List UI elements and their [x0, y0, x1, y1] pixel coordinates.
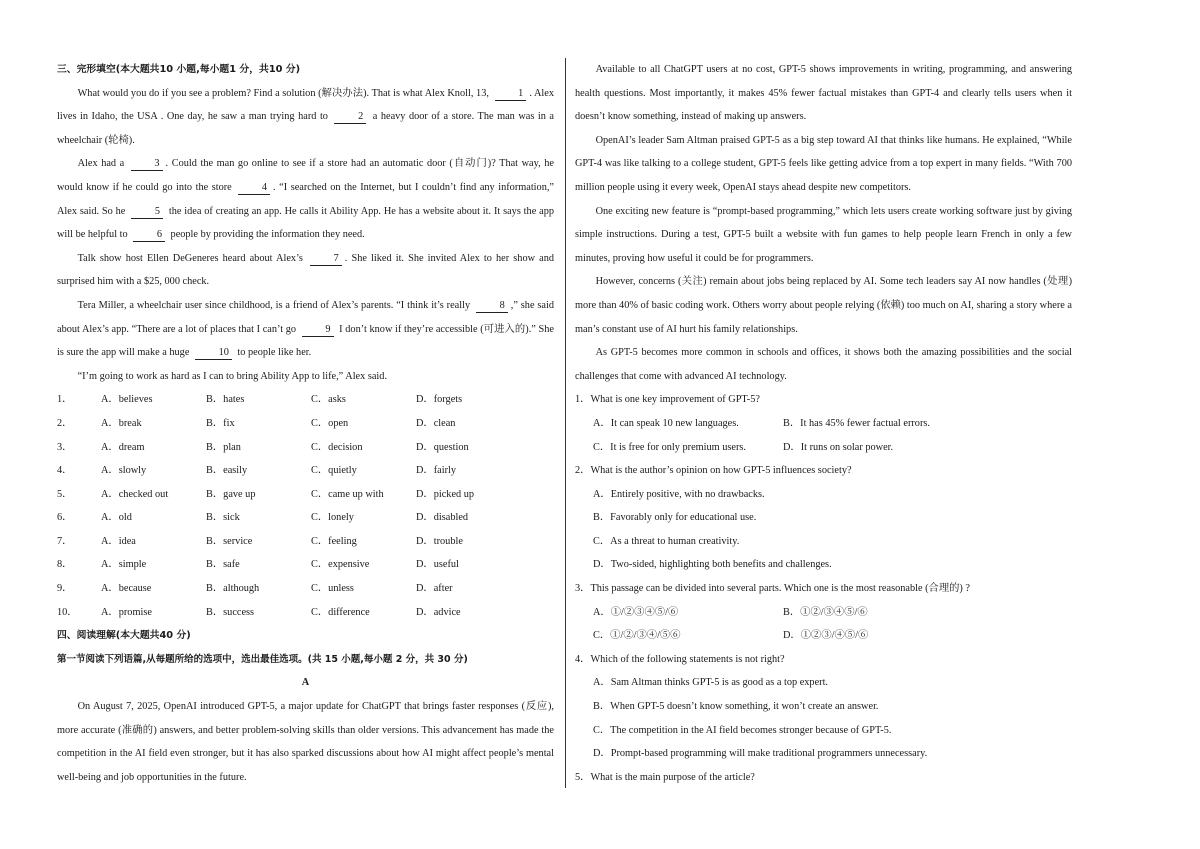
part1-heading: 第一节阅读下列语篇,从每题所给的选项中，选出最佳选项。(共 15 小题,每小题 2 分，共 30 分)	[57, 653, 468, 665]
cloze-blank[interactable]: 10	[195, 346, 232, 360]
option-c[interactable]: C．came up with	[311, 488, 384, 500]
option-a[interactable]: A．Entirely positive, with no drawbacks.	[593, 488, 765, 500]
cloze-paragraph	[57, 365, 554, 389]
option-b[interactable]: B．①②/③④⑤/⑥	[783, 606, 868, 618]
option-d[interactable]: D．fairly	[416, 465, 457, 477]
cloze-option-row	[57, 577, 554, 601]
passage-paragraph: Available to all ChatGPT users at no cost, GPT-5 shows improvements in writing, programming, and answering health questions. Most importantly, it makes 45% fewer factual mistakes than GPT-4 and clearly tells users when it doesn’t know something, instead of making up answers.	[575, 64, 1072, 123]
cloze-text: . “I searched on the Internet, but I couldn’t find any information,” Alex said. So he	[57, 181, 554, 217]
option-a[interactable]: A．promise	[101, 606, 152, 618]
option-number: 7．	[57, 535, 73, 547]
cloze-blank[interactable]: 6	[133, 228, 165, 242]
question-1-options-row2	[575, 436, 1072, 460]
option-d[interactable]: D．question	[416, 441, 469, 453]
option-number: 10．	[57, 606, 78, 618]
cloze-option-row	[57, 412, 554, 436]
question-3-options-row2	[575, 624, 1072, 648]
option-c[interactable]: C．①/②/③④/⑤⑥	[593, 630, 681, 642]
section3-heading: 三、完形填空(本大题共10 小题,每小题1 分，共10 分)	[57, 64, 301, 75]
cloze-text: What would you do if you see a problem? Find a solution (解决办法). That is what Alex Knoll, 13,	[77, 87, 492, 99]
question-3: 3．This passage can be divided into several parts. Which one is the most reasonable (合理的) ?	[575, 583, 970, 595]
option-c[interactable]: C．quietly	[311, 465, 357, 477]
cloze-option-row	[57, 530, 554, 554]
cloze-option-row	[57, 436, 554, 460]
passage-paragraph: OpenAI’s leader Sam Altman praised GPT-5 as a big step toward AI that thinks like humans. He explained, “While GPT-4 was like talking to a college student, GPT-5 feels like getting advice from a top expert in many fields. “With 700 million people using it every week, OpenAI stays ahead despite new competitors.	[575, 134, 1072, 193]
option-b[interactable]: B．gave up	[206, 488, 256, 500]
question-2: 2．What is the author’s opinion on how GPT-5 influences society?	[575, 465, 852, 477]
option-b[interactable]: B．It has 45% fewer factual errors.	[783, 417, 930, 429]
cloze-text: a heavy door of a store. The man was in a wheelchair (轮椅).	[57, 111, 554, 146]
option-a[interactable]: A．because	[101, 583, 152, 595]
option-d[interactable]: D．Two-sided, highlighting both benefits and challenges.	[593, 559, 832, 571]
cloze-text: people by providing the information they need.	[167, 229, 365, 241]
cloze-option-row	[57, 388, 554, 412]
passage-paragraph: One exciting new feature is “prompt-based programming,” which lets users create working software just by giving simple instructions. During a test, GPT-5 built a website with fun games to help people learn French in only a few minutes, proving how useful it could be for programmers.	[575, 205, 1072, 264]
right-column	[575, 58, 1072, 789]
option-a[interactable]: A．slowly	[101, 465, 147, 477]
cloze-text: Talk show host Ellen DeGeneres heard about Alex’s	[77, 252, 308, 264]
cloze-option-row	[57, 483, 554, 507]
option-number: 5．	[57, 488, 73, 500]
option-d[interactable]: D．It runs on solar power.	[783, 441, 894, 453]
option-c[interactable]: C．lonely	[311, 512, 354, 524]
option-number: 6．	[57, 512, 73, 524]
passage-paragraph: However, concerns (关注) remain about jobs being replaced by AI. Some tech leaders say AI now handles (处理) more than 40% of basic coding work. Others worry about people relying (依赖) too much on AI, sharing a story where a man’s constant use of AI hurt his family relationships.	[575, 276, 1072, 335]
option-d[interactable]: D．clean	[416, 417, 456, 429]
option-b[interactable]: B．fix	[206, 417, 235, 429]
cloze-paragraph	[57, 82, 554, 153]
option-number: 3．	[57, 441, 73, 453]
option-d[interactable]: D．forgets	[416, 394, 463, 406]
question-1-options-row1	[575, 412, 1072, 436]
question-3-options-row1	[575, 601, 1072, 625]
option-c[interactable]: C．The competition in the AI field becomes stronger because of GPT-5.	[593, 724, 892, 736]
option-b[interactable]: B．plan	[206, 441, 241, 453]
option-a[interactable]: A．idea	[101, 535, 136, 547]
cloze-option-row	[57, 459, 554, 483]
option-number: 9．	[57, 583, 73, 595]
option-c[interactable]: C．As a threat to human creativity.	[593, 535, 740, 547]
cloze-text: . She liked it. She invited Alex to her show and surprised him with a $25, 000 check.	[57, 252, 554, 288]
cloze-paragraph	[57, 294, 554, 365]
cloze-options	[57, 388, 554, 624]
cloze-blank[interactable]: 1	[495, 87, 527, 101]
cloze-paragraph	[57, 152, 554, 246]
cloze-text: ,” she said about Alex’s app. “There are a lot of places that I can’t go	[57, 299, 554, 335]
passage-paragraph: On August 7, 2025, OpenAI introduced GPT-5, a major update for ChatGPT that brings faster responses (反应), more accurate (准确的) answers, and better problem-solving skills than older versions. This advancement has made the competition in the AI field even stronger, but it has also sparked discussions about how AI might affect people’s mental well-being and job opportunities in the future.	[57, 701, 554, 783]
option-a[interactable]: A．checked out	[101, 488, 169, 500]
cloze-blank[interactable]: 4	[238, 181, 270, 195]
option-d[interactable]: D．after	[416, 583, 453, 595]
option-number: 2．	[57, 417, 73, 429]
option-a[interactable]: A．It can speak 10 new languages.	[593, 417, 739, 429]
cloze-blank[interactable]: 7	[310, 252, 342, 266]
cloze-text: the idea of creating an app. He calls it Ability App. He has a website about it. It says the app will be helpful to	[57, 205, 554, 241]
option-b[interactable]: B．although	[206, 583, 260, 595]
option-d[interactable]: D．picked up	[416, 488, 475, 500]
cloze-option-row	[57, 506, 554, 530]
cloze-text: “I’m going to work as hard as I can to bring Ability App to life,” Alex said.	[77, 370, 388, 382]
cloze-blank[interactable]: 9	[302, 323, 334, 337]
option-c[interactable]: C．It is free for only premium users.	[593, 441, 746, 453]
option-d[interactable]: D．Prompt-based programming will make traditional programmers unnecessary.	[593, 748, 928, 760]
cloze-blank[interactable]: 3	[131, 157, 163, 171]
option-a[interactable]: A．old	[101, 512, 132, 524]
option-number: 4．	[57, 465, 73, 477]
cloze-blank[interactable]: 2	[334, 110, 366, 124]
option-a[interactable]: A．simple	[101, 559, 147, 571]
option-b[interactable]: B．easily	[206, 465, 248, 477]
option-c[interactable]: C．expensive	[311, 559, 370, 571]
question-4: 4．Which of the following statements is not right?	[575, 653, 785, 665]
cloze-paragraph	[57, 247, 554, 294]
option-number: 8．	[57, 559, 73, 571]
question-1: 1．What is one key improvement of GPT-5?	[575, 394, 760, 406]
option-c[interactable]: C．unless	[311, 583, 354, 595]
cloze-blank[interactable]: 5	[131, 205, 163, 219]
cloze-text: . Alex lives in Idaho, the USA . One day, he saw a man trying hard to	[57, 87, 554, 123]
option-c[interactable]: C．open	[311, 417, 349, 429]
option-b[interactable]: B．sick	[206, 512, 240, 524]
cloze-text: to people like her.	[234, 347, 312, 359]
cloze-passage	[57, 82, 554, 389]
section4-heading: 四、阅读理解(本大题共40 分)	[57, 630, 191, 642]
option-c[interactable]: C．asks	[311, 394, 346, 406]
option-d[interactable]: D．①②③/④⑤/⑥	[783, 630, 869, 642]
option-a[interactable]: A．①/②③④⑤/⑥	[593, 606, 679, 618]
question-5: 5．What is the main purpose of the article?	[575, 771, 755, 783]
option-d[interactable]: D．useful	[416, 559, 459, 571]
option-d[interactable]: D．advice	[416, 606, 461, 618]
option-b[interactable]: B．success	[206, 606, 255, 618]
option-a[interactable]: A．Sam Altman thinks GPT-5 is as good as a top expert.	[593, 677, 829, 689]
option-a[interactable]: A．dream	[101, 441, 145, 453]
option-b[interactable]: B．service	[206, 535, 253, 547]
passage-letter: A	[301, 677, 310, 689]
cloze-option-row	[57, 553, 554, 577]
option-b[interactable]: B．When GPT-5 doesn’t know something, it won’t create an answer.	[593, 701, 879, 713]
option-c[interactable]: C．feeling	[311, 535, 357, 547]
cloze-text: I don’t know if they’re accessible (可进入的).” She is sure the app will make a huge	[57, 323, 554, 359]
option-d[interactable]: D．trouble	[416, 535, 463, 547]
left-column	[57, 58, 554, 789]
cloze-option-row	[57, 601, 554, 625]
cloze-text: . Could the man go online to see if a store had an automatic door (自动门)? That way, he would know if he could go into the store	[57, 158, 554, 193]
option-b[interactable]: B．safe	[206, 559, 240, 571]
option-c[interactable]: C．decision	[311, 441, 363, 453]
column-divider	[565, 58, 566, 788]
option-number: 1．	[57, 394, 73, 406]
option-d[interactable]: D．disabled	[416, 512, 469, 524]
passage-paragraph: As GPT-5 becomes more common in schools and offices, it shows both the amazing possibilities and the social challenges that come with advanced AI technology.	[575, 347, 1072, 382]
option-a[interactable]: A．break	[101, 417, 142, 429]
option-b[interactable]: B．hates	[206, 394, 245, 406]
option-b[interactable]: B．Favorably only for educational use.	[593, 512, 757, 524]
option-a[interactable]: A．believes	[101, 394, 153, 406]
cloze-text: Tera Miller, a wheelchair user since childhood, is a friend of Alex’s parents. “I think it’s really	[77, 299, 473, 311]
cloze-text: Alex had a	[77, 158, 128, 170]
option-c[interactable]: C．difference	[311, 606, 370, 618]
cloze-blank[interactable]: 8	[476, 299, 508, 313]
